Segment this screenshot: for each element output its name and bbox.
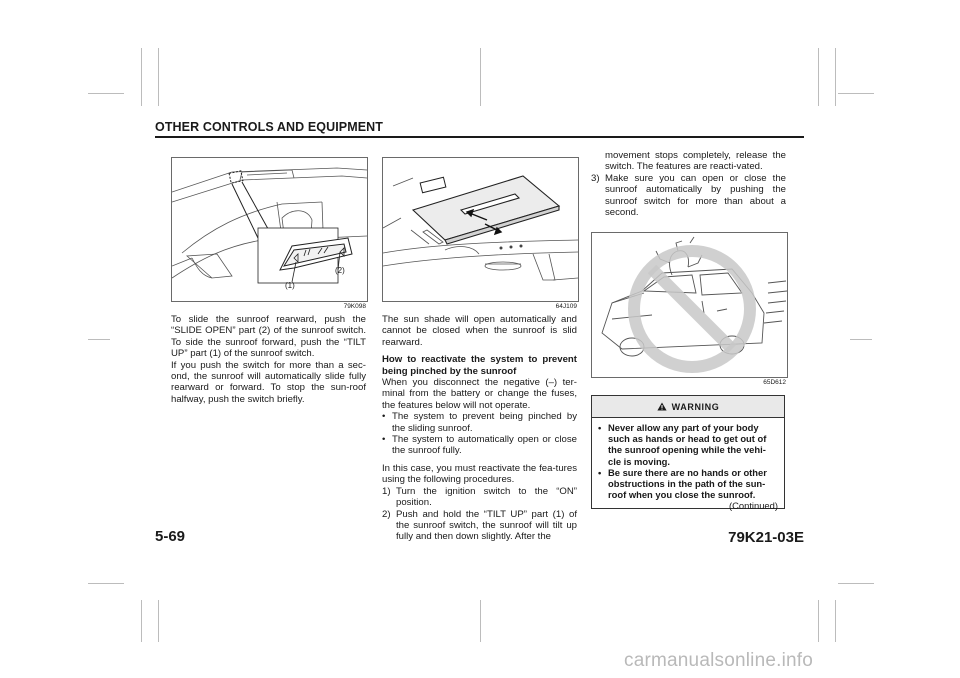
list-item — [591, 150, 786, 173]
step-number: 2) — [382, 508, 391, 520]
continued-label: (Continued) — [729, 500, 778, 512]
list-item: • Be sure there are no hands or other obstructions in the path of the sun-roof when you close the sunroof. — [598, 467, 778, 501]
header-rule — [155, 136, 804, 138]
list-item — [382, 486, 577, 509]
warning-list — [598, 422, 778, 500]
list-item — [382, 509, 577, 543]
crop-mark — [158, 48, 159, 106]
page-number: 5-69 — [155, 528, 186, 545]
list-item — [591, 173, 786, 219]
warning-body — [592, 418, 784, 512]
paragraph: In this case, you must reactivate the fea-tures using the following procedures. — [382, 462, 577, 486]
step-number: 3) — [591, 172, 600, 184]
sunroof-switch-figure — [171, 157, 368, 302]
crop-mark — [818, 48, 819, 106]
crop-mark — [88, 583, 124, 584]
figure-id-79K098: 79K098 — [343, 303, 366, 310]
procedure-steps — [382, 486, 577, 543]
prohibition-illustration — [592, 233, 787, 377]
paragraph: To slide the sunroof rearward, push the “SLIDE OPEN” part (2) of the sunroof switch. To side the sunroof forward, push the “TILT UP” part (1) of the sunroof switch. — [171, 314, 366, 360]
paragraph: When you disconnect the negative (–) ter-minal from the battery or change the fuses, the features below will not operate. — [382, 377, 577, 411]
callout-1-label: (1) — [285, 281, 295, 290]
crop-mark — [850, 339, 872, 340]
crop-mark — [158, 600, 159, 642]
step-text: Make sure you can open or close the sunroof automatically by pushing the sunroof switch for more than about a second. — [605, 172, 786, 219]
section-title: OTHER CONTROLS AND EQUIPMENT — [155, 120, 384, 134]
figure-id-64J109: 64J109 — [555, 303, 577, 310]
crop-mark — [838, 583, 874, 584]
step-text: Turn the ignition switch to the “ON” position. — [396, 485, 577, 509]
crop-mark — [835, 48, 836, 106]
crop-mark — [88, 93, 124, 94]
right-column — [591, 150, 786, 218]
warning-box — [591, 395, 785, 512]
step-text: Push and hold the “TILT UP” part (1) of the sunroof switch, the sunroof will tilt up fully and then down slightly. After the — [396, 508, 577, 543]
crop-mark — [838, 93, 874, 94]
list-item: • The system to prevent being pinched by the sliding sunroof. — [382, 411, 577, 434]
crop-mark — [818, 600, 819, 642]
sun-shade-note: The sun shade will open automatically and cannot be closed when the sunroof is slid rearward. — [382, 314, 577, 348]
step-text: movement stops completely, release the switch. The features are reacti-vated. — [605, 150, 786, 173]
reactivation-heading: How to reactivate the system to prevent being pinched by the sunroof — [382, 354, 577, 377]
hand-out-warning-figure — [591, 232, 788, 378]
warning-triangle-icon — [657, 402, 667, 411]
document-code: 79K21-03E — [728, 529, 804, 546]
sun-shade-illustration — [383, 158, 578, 301]
list-item: • The system to automatically open or close the sunroof fully. — [382, 434, 577, 457]
middle-column — [382, 314, 577, 543]
watermark: carmanualsonline.info — [624, 650, 814, 671]
crop-mark — [480, 48, 481, 106]
crop-mark — [141, 600, 142, 642]
list-item: • Never allow any part of your body such as hands or head to get out of the sunroof opening while the vehi-cle is moving. — [598, 422, 778, 467]
warning-title: WARNING — [671, 401, 720, 412]
paragraph: If you push the switch for more than a sec-ond, the sunroof will automatically slide fully rearward or forward. To stop the sun-roof halfway, push the switch briefly. — [171, 359, 366, 405]
feature-list — [382, 411, 577, 457]
callout-2-label: (2) — [335, 266, 345, 275]
crop-mark — [835, 600, 836, 642]
sunroof-switch-illustration — [172, 158, 367, 301]
step-number: 1) — [382, 485, 391, 497]
crop-mark — [141, 48, 142, 106]
warning-header — [592, 396, 784, 418]
figure-id-65D612: 65D612 — [763, 379, 786, 386]
left-column — [171, 314, 366, 411]
crop-mark — [88, 339, 110, 340]
crop-mark — [480, 600, 481, 642]
sun-shade-figure — [382, 157, 579, 302]
procedure-steps-continued — [591, 150, 786, 218]
